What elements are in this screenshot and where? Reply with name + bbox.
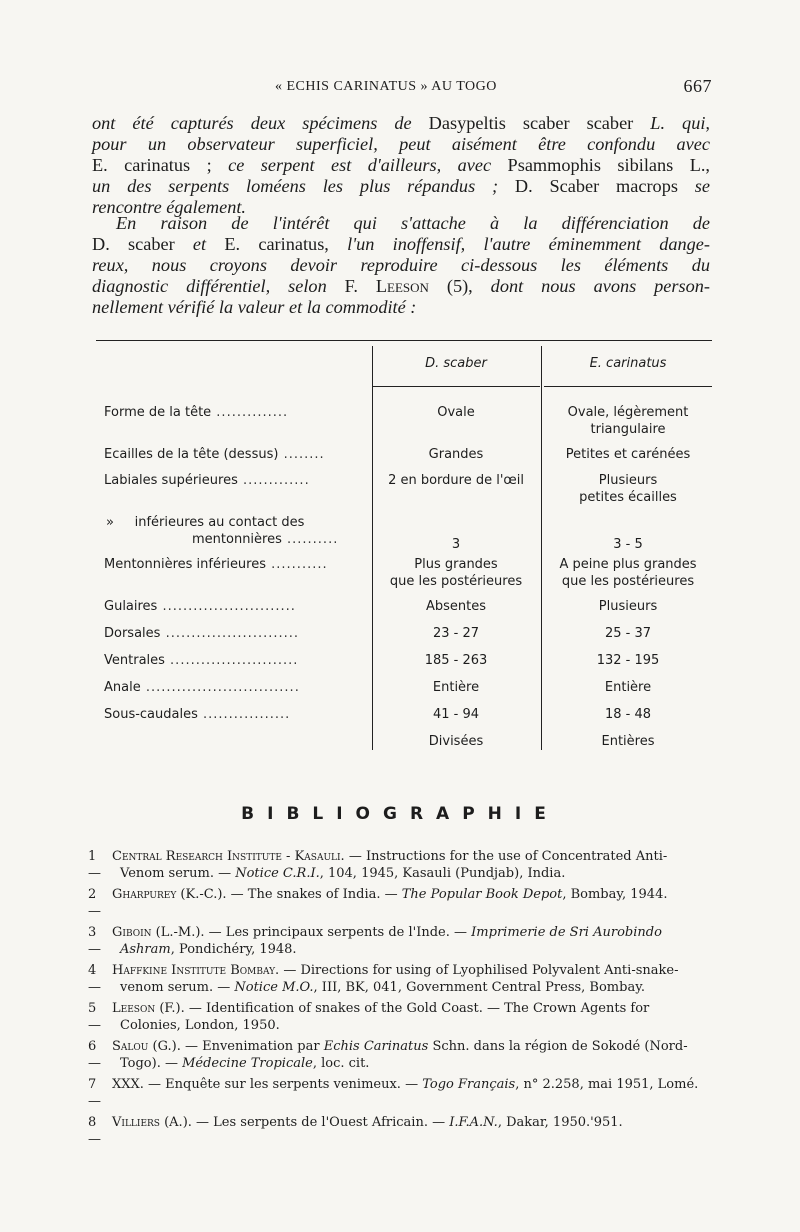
text-run: , III, BK, 041, Government Central Press, Bombay. — [313, 980, 645, 995]
cell-e-carinatus — [544, 733, 712, 750]
cell-line: 132 - 195 — [596, 653, 660, 668]
row-label — [104, 652, 366, 669]
cell-d-scaber — [372, 652, 540, 669]
row-label-text: Mentonnières inférieures — [104, 557, 267, 572]
running-title: « ECHIS CARINATUS » AU TOGO — [275, 79, 497, 94]
reference-number: 7 — — [88, 1077, 101, 1109]
cell-e-carinatus — [544, 472, 712, 506]
text-run: D. Scaber macrops — [514, 176, 695, 196]
text-run: ont été capturés deux spécimens de — [92, 113, 429, 133]
text-run: Giboin — [112, 925, 152, 940]
cell-line: 185 - 263 — [424, 653, 488, 668]
cell-line: 25 - 37 — [604, 626, 652, 641]
text-run: En raison de l'intérêt qui s'attache à la différenciation de — [116, 213, 710, 233]
cell-line: Entières — [601, 734, 655, 749]
reference-number: 1 — — [88, 849, 101, 881]
text-run: , Dakar, 1950.'951. — [497, 1115, 623, 1130]
text-run: Leeson — [375, 276, 429, 296]
column-header-e-carinatus: E. carinatus — [589, 356, 667, 371]
page-number: 667 — [683, 76, 712, 96]
reference-text — [112, 1000, 710, 1034]
text-run: (A.). — Les serpents de l'Ouest Africain. — — [159, 1115, 450, 1130]
reference-number: 5 — — [88, 1001, 101, 1033]
text-run: dont nous avons person- — [490, 276, 710, 296]
cell-line: 3 - 5 — [613, 537, 643, 552]
text-run: , Bombay, 1944. — [562, 887, 668, 902]
cell-line: A peine plus grandes — [559, 557, 697, 572]
row-label — [104, 679, 366, 696]
running-header — [100, 76, 712, 98]
cell-d-scaber — [372, 598, 540, 615]
row-label-text: Labiales supérieures — [104, 473, 238, 488]
leader-dots: .............................. — [140, 680, 300, 695]
paragraph-line — [92, 255, 710, 276]
text-run: ce serpent est d'ailleurs, avec — [228, 155, 508, 175]
row-label-text: Sous-caudales — [104, 707, 198, 722]
row-label-text: Gulaires — [104, 599, 158, 614]
paragraph-2 — [92, 213, 710, 318]
text-run: rencontre également. — [92, 197, 246, 217]
bibliography-heading: BIBLIOGRAPHIE — [241, 804, 559, 824]
reference-text — [112, 848, 710, 882]
row-label-line: mentonnières — [192, 532, 282, 547]
reference-text — [112, 886, 710, 920]
reference-text — [112, 1114, 710, 1148]
text-run: Salou — [112, 1039, 149, 1054]
cell-line: Ovale — [437, 405, 475, 420]
reference-item — [88, 848, 710, 882]
cell-line: Ovale, légèrement — [567, 405, 689, 420]
leader-dots: .............. — [211, 405, 289, 420]
cell-e-carinatus — [544, 625, 712, 642]
text-run: (G.). — Envenimation par — [148, 1039, 324, 1054]
text-run: Dasypeltis scaber scaber — [428, 113, 651, 133]
cell-d-scaber — [372, 536, 540, 553]
reference-text — [112, 924, 710, 958]
cell-line: Absentes — [425, 599, 487, 614]
paragraph-1 — [92, 113, 710, 218]
text-run: , 104, 1945, Kasauli (Pundjab), India. — [319, 866, 566, 881]
cell-line: 23 - 27 — [432, 626, 480, 641]
reference-text — [112, 1038, 710, 1072]
text-run: Médecine Tropicale — [182, 1056, 313, 1071]
text-run: I.F.A.N. — [449, 1115, 498, 1130]
text-run: — Instructions for the use of Concentrated Anti-Venom serum. — — [120, 849, 668, 881]
leader-dots: ................. — [197, 707, 291, 722]
cell-d-scaber — [372, 556, 540, 590]
cell-line: Plusieurs — [598, 473, 658, 488]
cell-d-scaber — [372, 472, 540, 489]
reference-item — [88, 1114, 710, 1148]
cell-line: 3 — [451, 537, 461, 552]
paragraph-line — [92, 234, 710, 255]
cell-line: Entière — [604, 680, 652, 695]
header-rule-1 — [372, 386, 540, 387]
row-label-text: Dorsales — [104, 626, 161, 641]
text-run: — Directions for using of Lyophilised Polyvalent Anti-snake-venom serum. — — [120, 963, 679, 995]
leader-dots: ............. — [237, 473, 310, 488]
row-label — [104, 706, 366, 723]
text-run: E. carinatus ; — [92, 155, 229, 175]
text-run: Leeson — [112, 1001, 156, 1016]
cell-d-scaber — [372, 679, 540, 696]
text-run: Imprimerie de Sri Aurobindo Ashram — [120, 925, 662, 957]
text-run: Haffkine Institute Bombay. — [112, 963, 280, 978]
row-label-text: Ecailles de la tête (dessus) — [104, 447, 279, 462]
header-rule-2 — [544, 386, 712, 387]
cell-line: Entière — [432, 680, 480, 695]
reference-item — [88, 886, 710, 920]
text-run: — Enquête sur les serpents venimeux. — — [143, 1077, 423, 1092]
cell-e-carinatus — [544, 706, 712, 723]
cell-e-carinatus — [544, 404, 712, 438]
text-run: et — [192, 234, 225, 254]
leader-dots: .......... — [281, 532, 339, 547]
text-run: nellement vérifié la valeur et la commodité : — [92, 297, 417, 317]
cell-line: Plusieurs — [598, 599, 658, 614]
text-run: l'un inoffensif, l'autre éminemment dange- — [347, 234, 710, 254]
text-run: , loc. cit. — [312, 1056, 370, 1071]
text-run: Echis Carinatus — [323, 1039, 429, 1054]
column-header-d-scaber: D. scaber — [425, 356, 487, 371]
row-label — [104, 446, 366, 463]
text-run: L. qui, — [650, 113, 710, 133]
text-run: Psammophis sibilans L., — [507, 155, 711, 175]
row-label — [104, 472, 366, 489]
leader-dots: .......................... — [160, 626, 300, 641]
row-label-text: Anale — [104, 680, 141, 695]
diagnosis-table — [96, 340, 712, 760]
cell-line: 2 en bordure de l'œil — [388, 473, 524, 488]
text-run: un des serpents loméens les plus répandus ; — [92, 176, 515, 196]
cell-line: que les postérieures — [561, 574, 695, 589]
text-run: Togo Français — [422, 1077, 516, 1092]
text-run: Notice M.O. — [234, 980, 314, 995]
paragraph-line — [92, 213, 710, 234]
cell-d-scaber — [372, 625, 540, 642]
cell-d-scaber — [372, 446, 540, 463]
text-run: diagnostic différentiel, selon — [92, 276, 345, 296]
text-run: Central Research Institute - Kasauli. — [112, 849, 345, 864]
row-label-text: Ventrales — [104, 653, 165, 668]
cell-line: triangulaire — [590, 422, 666, 437]
text-run: XXX. — [112, 1077, 144, 1092]
cell-line: Divisées — [428, 734, 484, 749]
text-run: D. scaber — [92, 234, 193, 254]
text-run: Notice C.R.I. — [235, 866, 320, 881]
column-divider-2 — [541, 346, 542, 750]
text-run: (F.). — Identification of snakes of the Gold Coast. — The Crown Agents for Colonies, London, 1950. — [120, 1001, 650, 1033]
reference-number: 6 — — [88, 1039, 101, 1071]
cell-line: petites écailles — [579, 490, 677, 505]
reference-list — [88, 848, 710, 1152]
text-run: , Pondichéry, 1948. — [170, 942, 297, 957]
paragraph-line — [92, 134, 710, 155]
paragraph-line — [92, 113, 710, 134]
text-run: (5), — [428, 276, 491, 296]
reference-item — [88, 962, 710, 996]
paragraph-line — [92, 297, 710, 318]
paragraph-line — [92, 176, 710, 197]
cell-e-carinatus — [544, 446, 712, 463]
text-run: Gharpurey — [112, 887, 177, 902]
text-run: (K.-C.). — The snakes of India. — — [176, 887, 402, 902]
cell-d-scaber — [372, 404, 540, 421]
cell-d-scaber — [372, 733, 540, 750]
reference-item — [88, 1038, 710, 1072]
text-run: The Popular Book Depot — [401, 887, 563, 902]
leader-dots: .......................... — [157, 599, 296, 614]
cell-e-carinatus — [544, 598, 712, 615]
cell-d-scaber — [372, 706, 540, 723]
paragraph-line — [92, 155, 710, 176]
cell-e-carinatus — [544, 679, 712, 696]
reference-text — [112, 1076, 710, 1110]
cell-e-carinatus — [544, 556, 712, 590]
cell-e-carinatus — [544, 536, 712, 553]
cell-line: Plus grandes — [414, 557, 498, 572]
reference-item — [88, 1076, 710, 1110]
text-run: reux, nous croyons devoir reproduire ci-dessous les éléments du — [92, 255, 710, 275]
text-run: se — [694, 176, 710, 196]
leader-dots: ......................... — [164, 653, 299, 668]
cell-e-carinatus — [544, 652, 712, 669]
cell-line: Petites et carénées — [565, 447, 691, 462]
reference-number: 8 — — [88, 1115, 101, 1147]
row-label — [104, 404, 366, 421]
table-top-rule — [96, 340, 712, 341]
cell-line: 18 - 48 — [604, 707, 652, 722]
row-label-line: » inférieures au contact des — [106, 515, 305, 530]
reference-text — [112, 962, 710, 996]
row-label — [104, 556, 366, 573]
text-run: (L.-M.). — Les principaux serpents de l'Inde. — — [151, 925, 472, 940]
text-run: Schn. dans la région de Sokodé (Nord-Togo). — — [120, 1039, 688, 1071]
reference-item — [88, 924, 710, 958]
row-label — [104, 625, 366, 642]
text-run: , n° 2.258, mai 1951, Lomé. — [515, 1077, 699, 1092]
cell-line: 41 - 94 — [432, 707, 480, 722]
reference-number: 2 — — [88, 887, 101, 919]
text-run: E. carinatus, — [224, 234, 348, 254]
text-run: F. — [344, 276, 376, 296]
reference-item — [88, 1000, 710, 1034]
text-run: pour un observateur superficiel, peut aisément être confondu avec — [92, 134, 710, 154]
leader-dots: ........ — [278, 447, 325, 462]
reference-number: 3 — — [88, 925, 101, 957]
cell-line: Grandes — [428, 447, 484, 462]
text-run: Villiers — [112, 1115, 160, 1130]
cell-line: que les postérieures — [389, 574, 523, 589]
reference-number: 4 — — [88, 963, 101, 995]
leader-dots: ........... — [266, 557, 328, 572]
row-label-text: Forme de la tête — [104, 405, 212, 420]
paragraph-line — [92, 276, 710, 297]
row-label — [104, 514, 366, 548]
row-label — [104, 598, 366, 615]
